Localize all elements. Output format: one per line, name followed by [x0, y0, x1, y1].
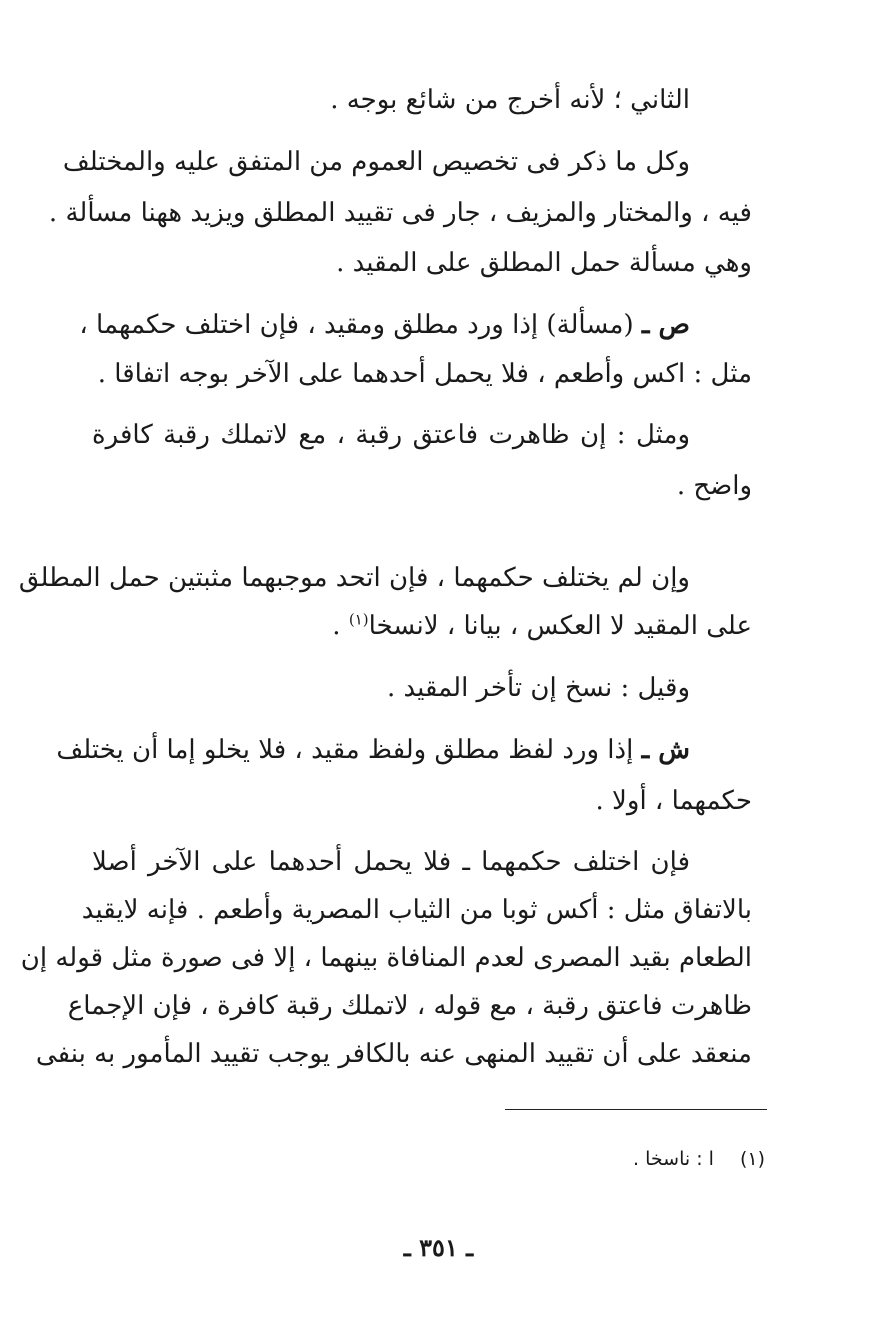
- text-line: فإن اختلف حكمهما ـ فلا يحمل أحدهما على الآخر أصلا: [92, 847, 690, 877]
- text-line: [56, 730, 752, 774]
- text-line: مثل : اكس وأطعم ، فلا يحمل أحدهما على الآخر بوجه اتفاقا .: [97, 359, 752, 389]
- text-line: ظاهرت فاعتق رقبة ، مع قوله ، لاتملك رقبة كافرة ، فإن الإجماع: [67, 991, 752, 1021]
- text-span: .: [332, 611, 349, 641]
- text-line: وإن لم يختلف حكمهما ، فإن اتحد موجبهما مثبتين حمل المطلق: [18, 563, 690, 593]
- text-line: واضح .: [676, 471, 752, 501]
- text-line: [79, 305, 752, 349]
- text-line: الثاني ؛ لأنه أخرج من شائع بوجه .: [330, 85, 690, 115]
- section-marker: ش ـ: [641, 735, 690, 765]
- section-marker: ص ـ: [641, 310, 690, 340]
- footnote-divider: [505, 1109, 767, 1110]
- text-line: وقيل : نسخ إن تأخر المقيد .: [386, 673, 690, 703]
- text-line: وكل ما ذكر فى تخصيص العموم من المتفق عليه والمختلف: [62, 147, 690, 177]
- page-number: ـ ٣٥١ ـ: [403, 1233, 474, 1262]
- text-span: إذا ورد لفظ مطلق ولفظ مقيد ، فلا يخلو إما أن يختلف: [56, 735, 642, 765]
- text-span: على المقيد لا العكس ، بيانا ، لانسخا: [368, 611, 752, 641]
- text-line: حكمهما ، أولا .: [595, 786, 752, 816]
- text-line: بالاتفاق مثل : أكس ثوبا من الثياب المصرية وأطعم . فإنه لايقيد: [81, 895, 752, 925]
- text-line: ومثل : إن ظاهرت فاعتق رقبة ، مع لاتملك رقبة كافرة: [92, 420, 690, 450]
- text-span: (مسألة) إذا ورد مطلق ومقيد ، فإن اختلف حكمهما ،: [79, 310, 642, 340]
- text-line: الطعام بقيد المصرى لعدم المنافاة بينهما ، إلا فى صورة مثل قوله إن: [20, 943, 752, 973]
- text-line: [92, 606, 752, 650]
- text-line: وهي مسألة حمل المطلق على المقيد .: [336, 248, 752, 278]
- text-line: فيه ، والمختار والمزيف ، جار فى تقييد المطلق ويزيد ههنا مسألة .: [48, 198, 752, 228]
- footnote-reference: (١): [348, 610, 369, 629]
- footnote: [633, 1146, 765, 1172]
- footnote-text: ا : ناسخا .: [633, 1148, 714, 1170]
- footnote-number: (١): [739, 1148, 765, 1170]
- text-line: منعقد على أن تقييد المنهى عنه بالكافر يوجب تقييد المأمور به بنفى: [35, 1039, 752, 1069]
